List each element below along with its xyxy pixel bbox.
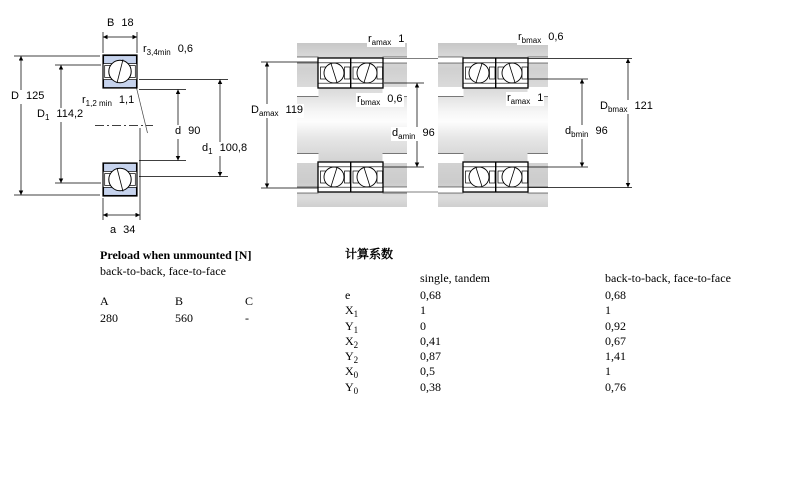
- dim-label-B: B 18: [107, 17, 134, 29]
- mounting-arrangement-a-figure: [261, 43, 443, 207]
- dim-label-dbmin: $d_{bmin}$ 96: [565, 125, 608, 139]
- dim-label-Dbmax: $D_{bmax}$ 121: [600, 100, 653, 114]
- dimension-D: [14, 56, 100, 195]
- dim-label-r12min: $r_{1,2 min}$ 1,1: [82, 94, 135, 108]
- factor-value-btb: 1: [605, 364, 611, 379]
- factor-label: $X_0$: [345, 364, 359, 381]
- preload-table: [100, 248, 350, 338]
- factor-value-single: 0,38: [420, 379, 441, 394]
- dim-label-damin: $d_{amin}$ 96: [392, 127, 435, 141]
- dim-label-D1: $D_1$ 114,2: [37, 108, 84, 122]
- factor-label: $Y_2$: [345, 349, 359, 366]
- bearing-pair-bottom: [318, 162, 383, 192]
- factor-label: e: [345, 288, 351, 302]
- bearing-pair-top: [463, 58, 528, 88]
- factor-row: [345, 319, 745, 334]
- factor-value-btb: 0,68: [605, 288, 626, 302]
- dim-label-D: D 125: [11, 90, 45, 102]
- factor-value-single: 1: [420, 303, 426, 318]
- bearing-pair-bottom: [463, 162, 528, 192]
- factor-value-btb: 0,67: [605, 333, 626, 348]
- factor-value-btb: 1,41: [605, 349, 626, 364]
- factor-value-btb: 0,76: [605, 379, 626, 394]
- dim-label-r34min: $r_{3,4min}$ 0,6: [143, 43, 193, 57]
- preload-value: 560: [175, 311, 193, 325]
- dim-label-Damax: $D_{amax}$ 119: [251, 104, 304, 118]
- preload-subtitle: back-to-back, face-to-face: [100, 264, 226, 278]
- bearing-pair-top: [318, 58, 383, 88]
- factor-rows: [345, 288, 745, 395]
- dim-label-ramax-b: $r_{amax}$ 1: [507, 92, 544, 106]
- factor-value-single: 0,41: [420, 333, 441, 348]
- factor-value-btb: 0,92: [605, 318, 626, 333]
- factor-row: [345, 303, 745, 318]
- factor-row: [345, 288, 745, 303]
- factor-row: [345, 364, 745, 379]
- factor-row: [345, 349, 745, 364]
- factors-col2-header: back-to-back, face-to-face: [605, 271, 731, 285]
- factor-value-single: 0,68: [420, 288, 441, 302]
- factor-value-single: 0: [420, 318, 426, 333]
- factor-value-single: 0,87: [420, 349, 441, 364]
- factor-value-single: 0,5: [420, 364, 435, 379]
- dim-label-d: d 90: [175, 125, 201, 137]
- dim-label-ramax-a: $r_{amax}$ 1: [368, 33, 405, 47]
- dim-label-rbmax-a: $r_{bmax}$ 0,6: [357, 93, 403, 107]
- preload-col-header: A: [100, 294, 109, 308]
- factors-col1-header: single, tandem: [420, 271, 490, 285]
- preload-col-header: B: [175, 294, 184, 308]
- calculation-factors-table: [345, 247, 765, 407]
- bearing-section-bottom: [103, 163, 137, 196]
- preload-col-header: C: [245, 294, 254, 308]
- dimension-B: [103, 32, 137, 53]
- factor-label: $Y_0$: [345, 379, 359, 396]
- bearing-section-top: [103, 55, 137, 88]
- preload-title: Preload when unmounted [N]: [100, 248, 252, 262]
- factors-title: 计算系数: [345, 247, 394, 261]
- preload-value: -: [245, 311, 249, 325]
- preload-value: 280: [100, 311, 118, 325]
- factor-value-btb: 1: [605, 303, 611, 318]
- factor-label: $Y_1$: [345, 318, 359, 335]
- dimension-D1: [55, 65, 101, 183]
- dim-label-rbmax-b: $r_{bmax}$ 0,6: [518, 31, 564, 45]
- factor-label: $X_1$: [345, 303, 359, 320]
- factor-row: [345, 380, 745, 395]
- factor-row: [345, 334, 745, 349]
- dim-label-a: a 34: [110, 224, 136, 236]
- factor-label: $X_2$: [345, 333, 359, 350]
- dim-label-d1: $d_1$ 100,8: [202, 142, 248, 156]
